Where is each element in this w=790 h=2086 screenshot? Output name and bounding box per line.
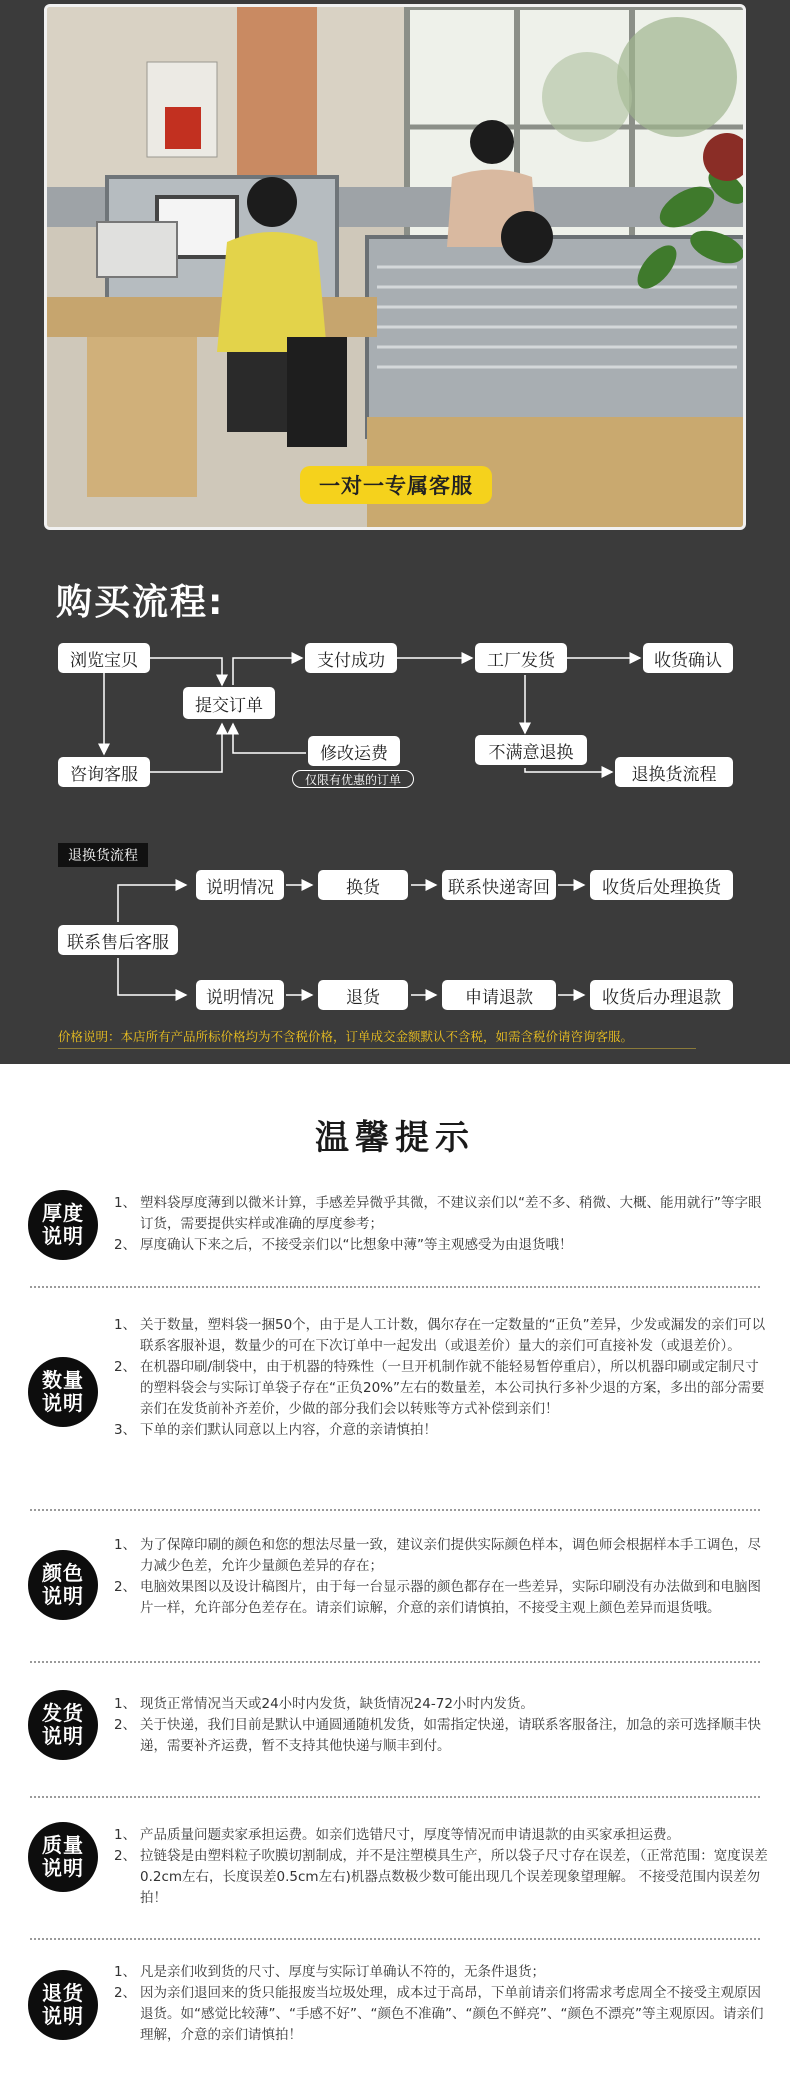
tip-separator: [30, 1286, 760, 1288]
tip-item: [114, 1193, 769, 1235]
tip-badge-text: 发货: [42, 1701, 84, 1725]
flow-submit-order: 提交订单: [183, 687, 275, 719]
tip-item: [114, 1315, 769, 1357]
exchange-step-process: 收货后处理换货: [590, 870, 733, 900]
flow-consult: 咨询客服: [58, 757, 150, 787]
flow-browse: 浏览宝贝: [58, 643, 150, 673]
tip-items: [114, 1315, 769, 1441]
tip-item-number: 1、: [114, 1317, 137, 1333]
tip-item-number: 2、: [114, 1237, 137, 1253]
tip-badge-text: 数量: [42, 1368, 84, 1392]
refund-step-process: 收货后办理退款: [590, 980, 733, 1010]
tip-item-text: 因为亲们退回来的货只能报废当垃圾处理，成本过于高昂，下单前请亲们将需求考虑周全不接受主观原因退货。如“感觉比较薄”、“手感不好”、“颜色不准确”、“颜色不鲜亮”、“颜色不漂亮”等主观原因。请亲们理解，介意的亲们请慎拍！: [140, 1985, 764, 2043]
tip-items: [114, 1962, 769, 2046]
price-note-underline: [58, 1048, 696, 1049]
flow-receive-confirm: 收货确认: [643, 643, 733, 673]
tip-badge: [28, 1190, 98, 1260]
tip-badge: [28, 1970, 98, 2040]
tip-separator: [30, 1509, 760, 1511]
tip-badge: [28, 1690, 98, 1760]
tip-item: [114, 1983, 769, 2046]
flow-unsatisfied-return: 不满意退换: [475, 735, 587, 765]
tip-item-text: 凡是亲们收到货的尺寸、厚度与实际订单确认不符的，无条件退货；: [140, 1964, 545, 1980]
purchase-flow-title: 购买流程:: [56, 582, 225, 623]
tip-separator: [30, 1796, 760, 1798]
tip-separator: [30, 1661, 760, 1663]
tip-item: [114, 1962, 769, 1983]
flow-return-process: 退换货流程: [615, 757, 733, 787]
tip-badge-text: 说明: [42, 1856, 84, 1880]
tip-item-number: 3、: [114, 1422, 137, 1438]
tip-item-text: 关于数量，塑料袋一捆50个，由于是人工计数，偶尔存在一定数量的“正负”差异，少发或漏发的亲们可以联系客服补退，数量少的可在下次订单中一起发出（或退差价）量大的亲们可直接补发（或退差价）。: [140, 1317, 766, 1354]
return-flow-label: 退换货流程: [58, 843, 148, 867]
tips-title: 温馨提示: [315, 1118, 475, 1158]
exchange-step-exchange: 换货: [318, 870, 408, 900]
tip-item: [114, 1235, 769, 1256]
tip-badge: [28, 1550, 98, 1620]
tip-item-text: 塑料袋厚度薄到以微米计算，手感差异微乎其微，不建议亲们以“差不多、稍微、大概、能用就行”等字眼订货，需要提供实样或准确的厚度参考；: [140, 1195, 762, 1232]
tip-items: [114, 1825, 769, 1909]
tip-badge-text: 说明: [42, 1724, 84, 1748]
photo-caption-badge: 一对一专属客服: [300, 466, 492, 504]
tip-badge-text: 质量: [42, 1833, 84, 1857]
tip-item-number: 1、: [114, 1696, 137, 1712]
refund-step-apply: 申请退款: [442, 980, 556, 1010]
return-contact-service: 联系售后客服: [58, 925, 178, 955]
tip-badge-text: 说明: [42, 2004, 84, 2028]
tip-item-text: 厚度确认下来之后，不接受亲们以“比想象中薄”等主观感受为由退货哦！: [140, 1237, 573, 1253]
tip-item-text: 电脑效果图以及设计稿图片，由于每一台显示器的颜色都存在一些差异，实际印刷没有办法做到和电脑图片一样，允许部分色差存在。请亲们谅解，介意的亲们请慎拍，不接受主观上颜色差异而退货哦。: [140, 1579, 761, 1616]
flow-factory-ship: 工厂发货: [475, 643, 567, 673]
tip-item-number: 2、: [114, 1848, 137, 1864]
tip-item: [114, 1535, 769, 1577]
tip-item: [114, 1694, 769, 1715]
tip-item-text: 关于快递，我们目前是默认中通圆通随机发货，如需指定快递，请联系客服备注，加急的亲可选择顺丰快递，需要补齐运费，暂不支持其他快递与顺丰到付。: [140, 1717, 761, 1754]
flow-discount-note: 仅限有优惠的订单: [292, 770, 414, 788]
tip-badge: [28, 1822, 98, 1892]
tip-item: [114, 1420, 769, 1441]
tip-badge-text: 说明: [42, 1584, 84, 1608]
tip-item-text: 产品质量问题卖家承担运费。如亲们选错尺寸，厚度等情况而申请退款的由买家承担运费。: [140, 1827, 680, 1843]
flow-payment-success: 支付成功: [305, 643, 397, 673]
tip-badge-text: 颜色: [42, 1561, 84, 1585]
tip-item: [114, 1825, 769, 1846]
tip-separator: [30, 1938, 760, 1940]
tip-badge-text: 说明: [42, 1391, 84, 1415]
exchange-step-courier: 联系快递寄回: [442, 870, 556, 900]
tip-item-text: 在机器印刷/制袋中，由于机器的特殊性（一旦开机制作就不能轻易暂停重启），所以机器印刷或定制尺寸的塑料袋会与实际订单袋子存在“正负20%”左右的数量差，本公司执行多补少退的方案，多出的部分需要亲们在发货前补齐差价，少做的部分我们会以转账等方式补偿到亲们！: [140, 1359, 765, 1417]
tip-item-number: 1、: [114, 1964, 137, 1980]
tip-item: [114, 1715, 769, 1757]
tip-item-number: 2、: [114, 1985, 137, 2001]
tip-badge: [28, 1357, 98, 1427]
tip-badge-text: 说明: [42, 1224, 84, 1248]
flow-modify-shipping: 修改运费: [308, 736, 400, 766]
tip-item-number: 1、: [114, 1827, 137, 1843]
tip-item-number: 1、: [114, 1195, 137, 1211]
tip-item-text: 拉链袋是由塑料粒子吹膜切割制成，并不是注塑模具生产，所以袋子尺寸存在误差，（正常范围：宽度误差0.2cm左右，长度误差0.5cm左右)机器点数极少数可能出现几个误差现象望理解。 不接受范围内误差勿拍！: [140, 1848, 768, 1906]
price-note: 价格说明：本店所有产品所标价格均为不含税价格，订单成交金额默认不含税，如需含税价请咨询客服。: [58, 1029, 634, 1044]
tip-item: [114, 1357, 769, 1420]
tip-item: [114, 1846, 769, 1909]
refund-step-explain: 说明情况: [196, 980, 284, 1010]
tip-items: [114, 1193, 769, 1256]
tip-item-text: 现货正常情况当天或24小时内发货，缺货情况24-72小时内发货。: [140, 1696, 534, 1712]
tip-badge-text: 退货: [42, 1981, 84, 2005]
tip-item-text: 下单的亲们默认同意以上内容，介意的亲请慎拍！: [140, 1422, 437, 1438]
tip-badge-text: 厚度: [42, 1201, 84, 1225]
exchange-step-explain: 说明情况: [196, 870, 284, 900]
tip-item-number: 2、: [114, 1359, 137, 1375]
tip-item-number: 2、: [114, 1579, 137, 1595]
refund-step-return: 退货: [318, 980, 408, 1010]
tip-item: [114, 1577, 769, 1619]
tip-item-number: 2、: [114, 1717, 137, 1733]
tip-items: [114, 1535, 769, 1619]
tip-items: [114, 1694, 769, 1757]
tip-item-text: 为了保障印刷的颜色和您的想法尽量一致，建议亲们提供实际颜色样本，调色师会根据样本手工调色，尽力减少色差，允许少量颜色差异的存在；: [140, 1537, 761, 1574]
tip-item-number: 1、: [114, 1537, 137, 1553]
